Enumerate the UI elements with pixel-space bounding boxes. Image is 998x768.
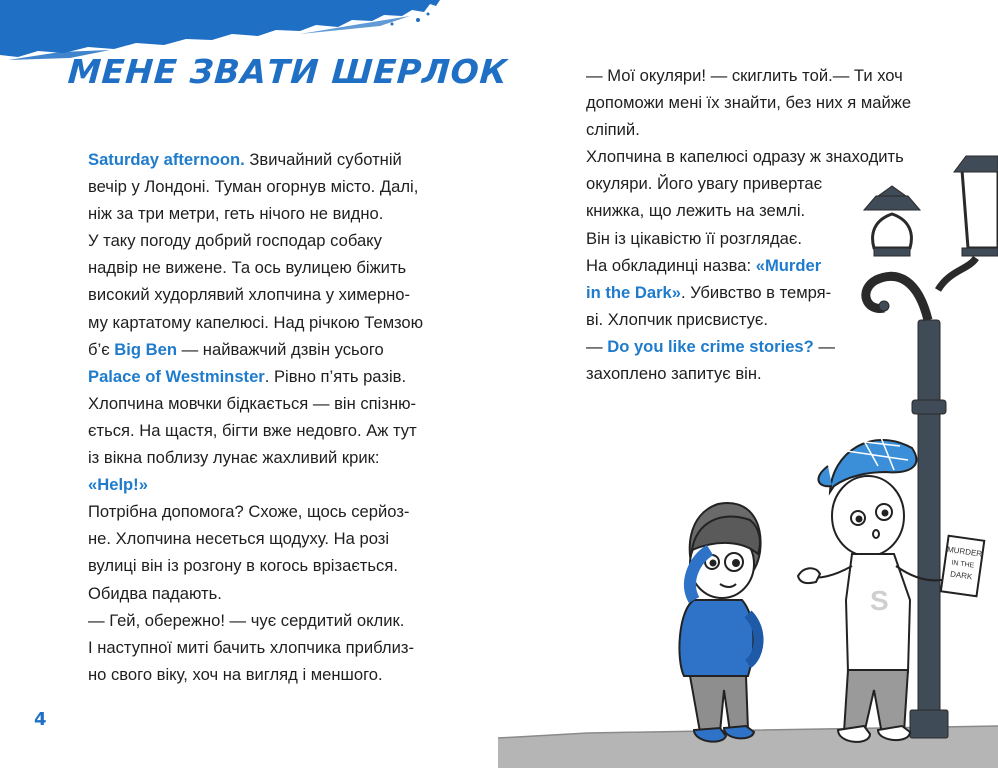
english-phrase: Saturday afternoon.: [88, 150, 245, 169]
text-segment: Хлопчина мовчки бідкається — він спізню-: [88, 393, 417, 413]
english-phrase: Do you like crime stories?: [607, 336, 814, 356]
text-segment: із вікна поблизу лунає жахливий крик:: [88, 448, 380, 468]
text-line: [88, 200, 448, 227]
shirt-letter: S: [870, 585, 889, 616]
text-segment: Він із цікавістю її розглядає.: [586, 228, 802, 248]
text-segment: вечір у Лондоні. Туман огорнув місто. Далі,: [88, 177, 419, 197]
text-segment: му картатому капелюсі. Над річкою Темзою: [88, 312, 424, 332]
text-line: [88, 146, 448, 173]
text-segment: но свого віку, хоч на вигляд і меншого.: [88, 664, 383, 684]
text-segment: Потрібна допомога? Схоже, щось серйоз-: [88, 502, 410, 522]
text-segment: — найважчий дзвін усього: [176, 339, 384, 359]
text-segment: надвір не вижене. Та ось вулицею біжить: [88, 258, 407, 278]
text-segment: ніж за три метри, геть нічого не видно.: [88, 204, 384, 224]
text-line: [88, 390, 448, 417]
text-segment: Обидва падають.: [88, 583, 222, 603]
text-segment: б’є: [88, 339, 115, 359]
text-segment: І наступної миті бачить хлопчика приблиз-: [88, 637, 415, 657]
left-page-text: [88, 146, 448, 688]
murder-in-the-dark-book: [941, 536, 984, 596]
text-segment: допоможи мені їх знайти, без них я майже: [586, 93, 912, 113]
text-line: [88, 607, 448, 634]
book-cover-text: IN THE: [950, 559, 975, 570]
text-segment: — Гей, обережно! — чує сердитий оклик.: [88, 610, 405, 630]
illustration-two-boys-under-street-lamp: [498, 130, 998, 768]
text-line: [88, 336, 448, 363]
chapter-title: МЕНЕ ЗВАТИ ШЕРЛОК: [66, 52, 510, 91]
book-cover-text: MURDER: [946, 544, 983, 559]
text-segment: Звичайний суботній: [244, 150, 402, 169]
text-segment: високий худорлявий хлопчина у химерно-: [88, 285, 411, 305]
english-phrase: «Murder: [755, 255, 822, 275]
text-line: [88, 363, 448, 390]
small-boy: [679, 503, 760, 742]
text-segment: не. Хлопчина несеться щодуху. На розі: [88, 529, 390, 549]
text-line: [88, 498, 448, 525]
text-segment: ві. Хлопчик присвистує.: [586, 309, 768, 329]
text-line: [88, 309, 448, 336]
text-segment: ється. На щастя, бігти вже недовго. Аж тут: [88, 420, 417, 440]
text-line: [88, 281, 448, 308]
text-segment: —: [813, 336, 836, 356]
text-line: [88, 173, 448, 200]
text-line: [88, 417, 448, 444]
text-segment: У таку погоду добрий господар собаку: [88, 231, 382, 251]
page-number: 4: [34, 709, 47, 730]
english-phrase: Big Ben: [114, 339, 177, 359]
text-line: [586, 62, 946, 89]
english-phrase: «Help!»: [88, 475, 148, 495]
text-line: [586, 89, 946, 116]
text-segment: . Рівно п’ять разів.: [264, 366, 407, 386]
text-line: [88, 634, 448, 661]
english-phrase: Palace of Westminster: [88, 366, 265, 386]
text-line: [88, 227, 448, 254]
text-line: [88, 525, 448, 552]
text-segment: Хлопчина в капелюсі одразу ж знаходить: [586, 147, 904, 167]
text-line: [88, 471, 448, 498]
text-segment: — Мої окуляри! — скиглить той.— Ти хоч: [586, 66, 903, 85]
text-segment: На обкладинці назва:: [586, 255, 756, 275]
text-segment: сліпий.: [586, 120, 640, 140]
text-segment: окуляри. Його увагу привертає: [586, 174, 823, 194]
text-line: [88, 254, 448, 281]
text-line: [88, 661, 448, 688]
text-segment: вулиці він із розгону в когось врізається.: [88, 556, 398, 576]
text-line: [88, 552, 448, 579]
text-segment: . Убивство в темря-: [681, 282, 832, 302]
text-segment: захоплено запитує він.: [586, 364, 762, 384]
text-segment: —: [586, 336, 608, 356]
book-cover-text: DARK: [949, 569, 973, 582]
text-segment: книжка, що лежить на землі.: [586, 201, 806, 221]
text-line: [88, 444, 448, 471]
english-phrase: in the Dark»: [586, 282, 681, 302]
text-line: [88, 580, 448, 607]
